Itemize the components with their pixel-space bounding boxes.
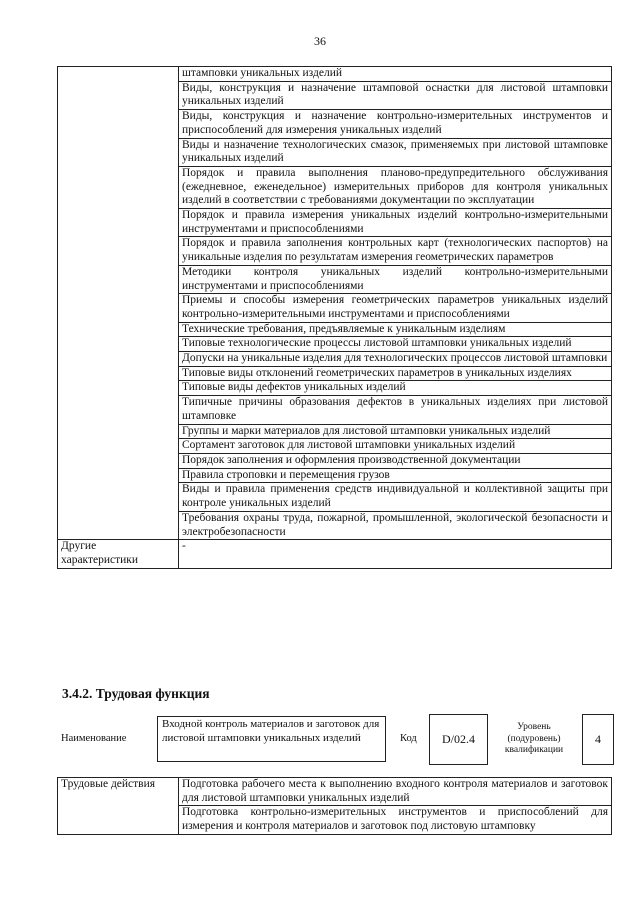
- level-box: 4: [582, 714, 614, 765]
- code-box: D/02.4: [429, 714, 488, 765]
- knowledge-item: Группы и марки материалов для листовой штамповки уникальных изделий: [179, 424, 612, 439]
- knowledge-item: Сортамент заготовок для листовой штамповки уникальных изделий: [179, 439, 612, 454]
- knowledge-item: Типовые виды дефектов уникальных изделий: [179, 381, 612, 396]
- function-name-box: Входной контроль материалов и заготовок для листовой штамповки уникальных изделий: [157, 716, 386, 762]
- knowledge-item: Методики контроля уникальных изделий контрольно-измерительными инструментами и приспособлениями: [179, 265, 612, 293]
- knowledge-item: Порядок и правила заполнения контрольных карт (технологических паспортов) на уникальные изделия по результатам измерения геометрических параметров: [179, 237, 612, 265]
- knowledge-item: Типовые виды отклонений геометрических параметров в уникальных изделиях: [179, 366, 612, 381]
- knowledge-item: Правила строповки и перемещения грузов: [179, 468, 612, 483]
- section-heading: 3.4.2. Трудовая функция: [62, 686, 210, 701]
- name-label: Наименование: [61, 733, 127, 744]
- table-row: [58, 67, 612, 82]
- level-label: Уровень (подуровень) квалификации: [504, 722, 564, 755]
- knowledge-item: Требования охраны труда, пожарной, промышленной, экологической безопасности и электробезопасности: [179, 511, 612, 539]
- knowledge-item: Порядок и правила выполнения планово-предупредительного обслуживания (ежедневное, еженедельное) измерительных приборов для контроля уникальных изделий в соответствии с требованиями документации по эксплуатации: [179, 166, 612, 208]
- empty-label-cell: [58, 67, 179, 540]
- labor-actions-label: Трудовые действия: [58, 778, 179, 835]
- knowledge-table: [57, 66, 612, 569]
- knowledge-item: Виды, конструкция и назначение контрольно-измерительных инструментов и приспособлений для измерения уникальных изделий: [179, 110, 612, 138]
- knowledge-item: Виды и правила применения средств индивидуальной и коллективной защиты при контроле уникальных изделий: [179, 483, 612, 511]
- page-number: 36: [314, 34, 326, 48]
- knowledge-item: штамповки уникальных изделий: [179, 67, 612, 82]
- labor-actions-table: [57, 777, 612, 835]
- table-row: [58, 540, 612, 568]
- knowledge-item: Приемы и способы измерения геометрических параметров уникальных изделий контрольно-измерительными инструментами и приспособлениями: [179, 294, 612, 322]
- other-characteristics-value: -: [179, 540, 612, 568]
- knowledge-item: Допуски на уникальные изделия для технологических процессов листовой штамповки: [179, 352, 612, 367]
- knowledge-item: Типовые технологические процессы листовой штамповки уникальных изделий: [179, 337, 612, 352]
- knowledge-item: Типичные причины образования дефектов в уникальных изделиях при листовой штамповке: [179, 396, 612, 424]
- table-row: [58, 778, 612, 806]
- knowledge-item: Виды, конструкция и назначение штамповой оснастки для листовой штамповки уникальных изделий: [179, 81, 612, 109]
- labor-action-item: Подготовка контрольно-измерительных инструментов и приспособлений для измерения и контроля материалов и заготовок под листовую штамповку: [179, 806, 612, 834]
- other-characteristics-label: Другие характеристики: [58, 540, 179, 568]
- code-label: Код: [400, 733, 417, 744]
- knowledge-item: Порядок заполнения и оформления производственной документации: [179, 453, 612, 468]
- knowledge-item: Виды и назначение технологических смазок, применяемых при листовой штамповке уникальных изделий: [179, 138, 612, 166]
- knowledge-item: Технические требования, предъявляемые к уникальным изделиям: [179, 322, 612, 337]
- labor-action-item: Подготовка рабочего места к выполнению входного контроля материалов и заготовок для листовой штамповки уникальных изделий: [179, 778, 612, 806]
- knowledge-item: Порядок и правила измерения уникальных изделий контрольно-измерительными инструментами и приспособлениями: [179, 209, 612, 237]
